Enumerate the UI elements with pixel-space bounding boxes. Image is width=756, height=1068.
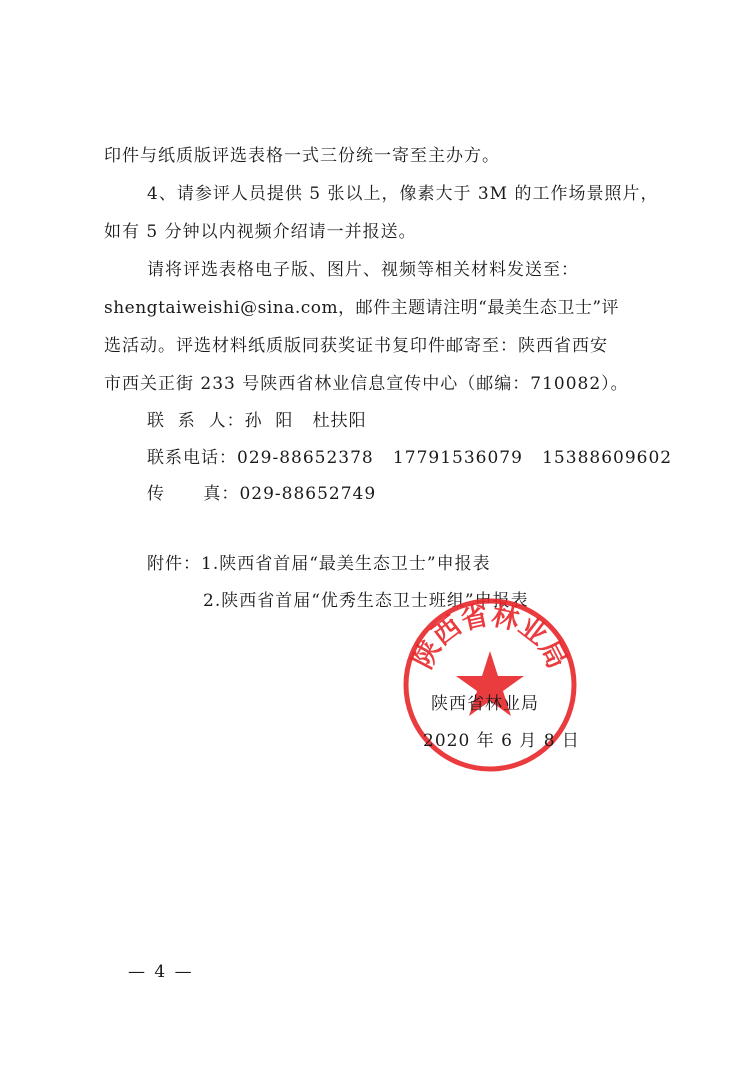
body-line-3: 如有 5 分钟以内视频介绍请一并报送。: [104, 222, 417, 242]
body-line-4: 请将评选表格电子版、图片、视频等相关材料发送至：: [147, 260, 579, 280]
page-number: — 4 —: [128, 962, 194, 982]
contact-phone-row: [147, 447, 672, 469]
body-line-5: shengtaiweishi@sina.com，邮件主题请注明“最美生态卫士”评: [104, 298, 620, 318]
attachment-item-1: 1.陕西省首届“最美生态卫士”申报表: [201, 554, 491, 574]
contact-person-row: [147, 410, 367, 432]
contact-person-label: 联 系 人：: [147, 411, 245, 431]
seal-arc-textpath: 陕西省林业局: [407, 600, 573, 674]
contact-fax-label: 传 真：: [147, 484, 240, 504]
body-line-1: 印件与纸质版评选表格一式三份统一寄至主办方。: [104, 146, 500, 166]
body-line-6: 选活动。评选材料纸质版同获奖证书复印件邮寄至：陕西省西安: [104, 336, 608, 356]
contact-person-names: 孙 阳 杜扶阳: [244, 411, 367, 431]
attachments-label: 附件：: [147, 554, 201, 574]
contact-fax-row: [147, 483, 376, 505]
signature-date: 2020 年 6 月 8 日: [423, 731, 580, 751]
body-line-2: 4、请参评人员提供 5 张以上，像素大于 3M 的工作场景照片，: [147, 184, 659, 204]
signature-org: 陕西省林业局: [431, 694, 539, 714]
contact-phone-numbers: 029-88652378 17791536079 15388609602: [237, 448, 673, 468]
attachments-row-1: [147, 553, 491, 575]
body-line-7: 市西关正街 233 号陕西省林业信息宣传中心（邮编：710082）。: [104, 374, 629, 394]
contact-fax-number: 029-88652749: [239, 484, 377, 504]
contact-phone-label: 联系电话：: [147, 448, 237, 468]
attachment-item-2: 2.陕西省首届“优秀生态卫士班组”申报表: [203, 591, 529, 611]
